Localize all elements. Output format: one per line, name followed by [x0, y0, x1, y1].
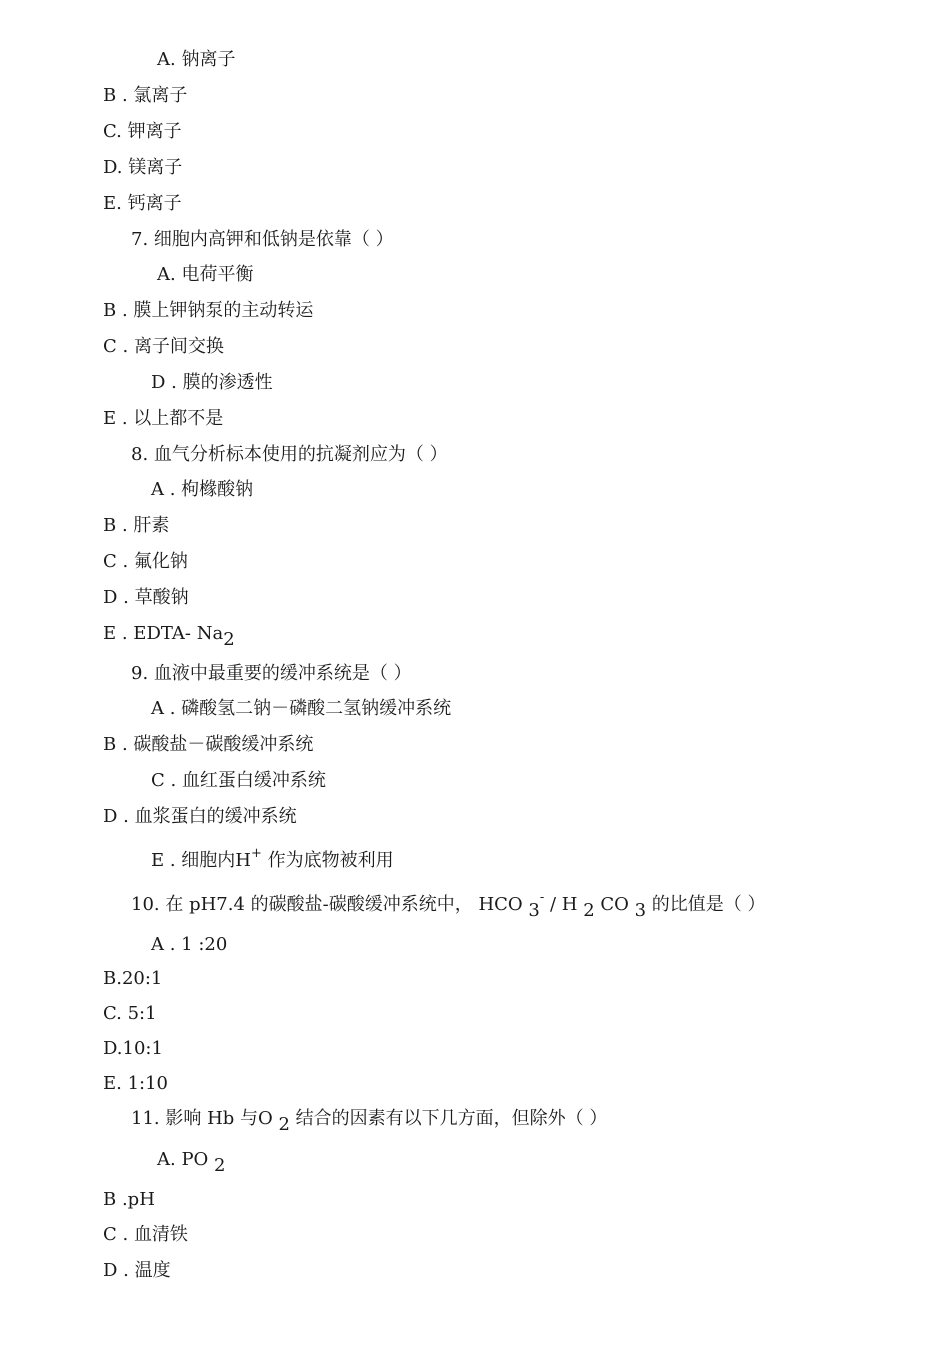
- q8-option-a: A . 枸橼酸钠: [151, 479, 254, 500]
- q10-text-d: 的比值是（ ）: [646, 894, 766, 915]
- q8-option-e-subscript: 2: [223, 629, 235, 650]
- q10-sub-2: 2: [583, 900, 595, 921]
- q11-option-d: D . 温度: [103, 1260, 171, 1281]
- q10-option-e: E. 1:10: [103, 1073, 169, 1094]
- q10-text-b: / H: [544, 894, 584, 915]
- q10-sub-1: 3: [528, 900, 540, 921]
- q7-option-a: A. 电荷平衡: [157, 264, 254, 285]
- q9-option-e-text-a: E . 细胞内H: [151, 850, 252, 871]
- q11-sub: 2: [278, 1114, 290, 1135]
- q6-option-c: C. 钾离子: [103, 121, 182, 142]
- question-8: 8. 血气分析标本使用的抗凝剂应为（ ）: [131, 444, 448, 465]
- q7-option-c: C . 离子间交换: [103, 336, 224, 357]
- q8-option-d: D . 草酸钠: [103, 587, 189, 608]
- q11-text-b: 结合的因素有以下几方面，但除外（ ）: [289, 1108, 608, 1129]
- q7-option-e: E . 以上都不是: [103, 408, 224, 429]
- q11-option-c: C . 血清铁: [103, 1224, 188, 1245]
- q11-option-a-text: A. PO: [157, 1149, 215, 1170]
- q11-option-b: B .pH: [103, 1189, 155, 1210]
- question-9: 9. 血液中最重要的缓冲系统是（ ）: [131, 663, 412, 684]
- q11-option-a: [157, 1149, 226, 1176]
- q11-option-a-subscript: 2: [214, 1155, 226, 1176]
- q10-text-c: CO: [594, 894, 635, 915]
- q9-option-e: [151, 846, 394, 874]
- q10-text-a: 10. 在 pH7.4 的碳酸盐-碳酸缓冲系统中， HCO: [131, 894, 529, 915]
- q8-option-b: B . 肝素: [103, 515, 170, 536]
- q9-option-c: C . 血红蛋白缓冲系统: [151, 770, 326, 791]
- q9-option-b: B . 碳酸盐－碳酸缓冲系统: [103, 734, 314, 755]
- q10-sub-3: 3: [634, 900, 647, 921]
- question-10: [131, 890, 766, 921]
- q7-option-b: B . 膜上钾钠泵的主动转运: [103, 300, 314, 321]
- q10-option-d: D.10:1: [103, 1038, 163, 1059]
- q9-option-a: A . 磷酸氢二钠－磷酸二氢钠缓冲系统: [151, 698, 452, 719]
- q10-sup-1: -: [539, 890, 545, 905]
- q8-option-e: [103, 623, 235, 650]
- q8-option-c: C . 氟化钠: [103, 551, 188, 572]
- q6-option-a: A. 钠离子: [157, 49, 236, 70]
- q6-option-b: B . 氯离子: [103, 85, 188, 106]
- q6-option-e: E. 钙离子: [103, 193, 182, 214]
- q10-option-c: C. 5:1: [103, 1003, 157, 1024]
- question-11: [131, 1108, 608, 1135]
- q6-option-d: D. 镁离子: [103, 157, 183, 178]
- q7-option-d: D . 膜的渗透性: [151, 372, 273, 393]
- q10-option-a: A . 1 :20: [151, 934, 228, 955]
- q11-text-a: 11. 影响 Hb 与O: [131, 1108, 279, 1129]
- q9-option-d: D . 血浆蛋白的缓冲系统: [103, 806, 297, 827]
- q9-option-e-text-b: 作为底物被利用: [261, 850, 394, 871]
- question-7: 7. 细胞内高钾和低钠是依靠（ ）: [131, 229, 394, 250]
- q10-option-b: B.20:1: [103, 968, 163, 989]
- q8-option-e-text: E . EDTA- Na: [103, 623, 224, 644]
- q9-option-e-superscript: +: [251, 846, 262, 861]
